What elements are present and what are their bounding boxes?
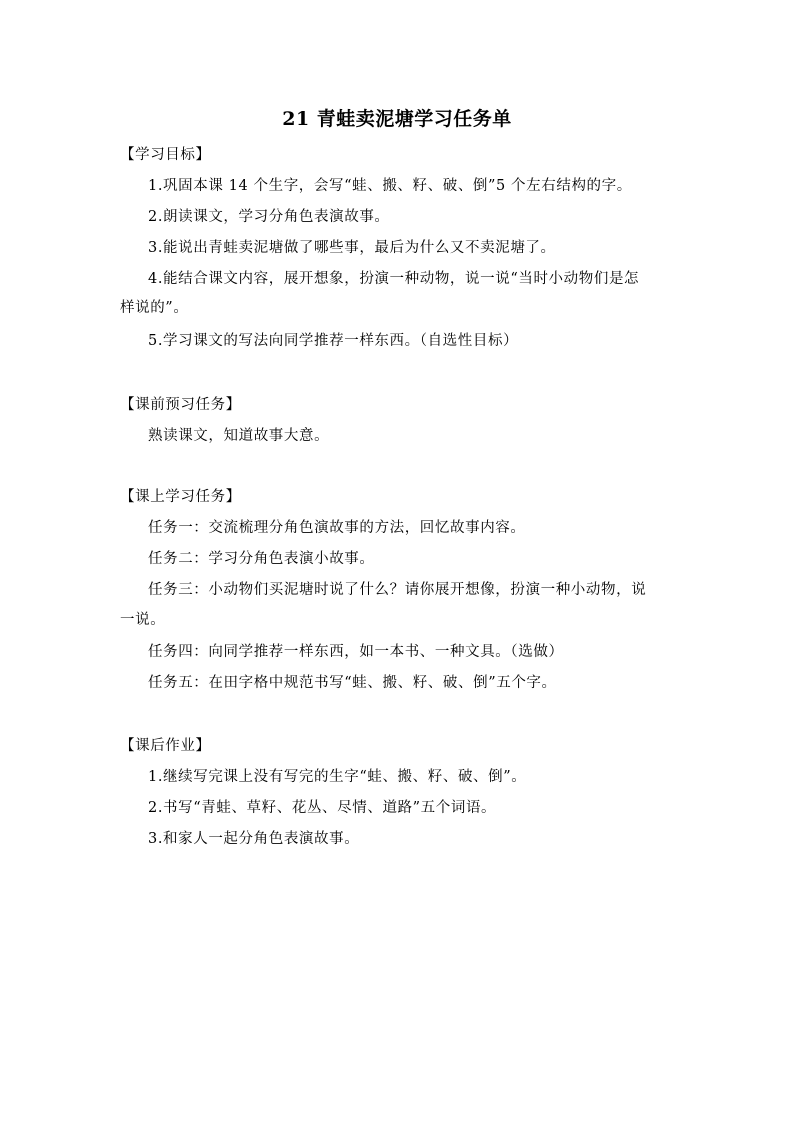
section-heading-preview: 【课前预习任务】 (120, 397, 241, 413)
goal-item-5: 5.学习课文的写法向同学推荐一样东西。（自选性目标） (148, 333, 519, 349)
task-item-1: 任务一：交流梳理分角色演故事的方法，回忆故事内容。 (148, 520, 526, 536)
goal-item-2: 2.朗读课文，学习分角色表演故事。 (148, 209, 390, 225)
task-item-2: 任务二：学习分角色表演小故事。 (148, 551, 375, 567)
goal-item-3: 3.能说出青蛙卖泥塘做了哪些事，最后为什么又不卖泥塘了。 (148, 240, 556, 256)
section-heading-homework: 【课后作业】 (120, 738, 211, 754)
task-item-4: 任务四：向同学推荐一样东西，如一本书、一种文具。（选做） (148, 644, 564, 660)
homework-item-1: 1.继续写完课上没有写完的生字“蛙、搬、籽、破、倒”。 (148, 769, 527, 785)
task-item-3-continued: 一说。 (120, 612, 166, 628)
task-item-5: 任务五：在田字格中规范书写“蛙、搬、籽、破、倒”五个字。 (148, 675, 557, 691)
section-heading-goals: 【学习目标】 (120, 147, 211, 163)
section-heading-inclass: 【课上学习任务】 (120, 489, 241, 505)
goal-item-4-continued: 样说的”。 (120, 300, 189, 316)
homework-item-3: 3.和家人一起分角色表演故事。 (148, 831, 360, 847)
document-title: 21 青蛙卖泥塘学习任务单 (282, 108, 512, 130)
task-item-3: 任务三：小动物们买泥塘时说了什么？请你展开想像，扮演一种小动物，说 (148, 582, 647, 598)
homework-item-2: 2.书写“青蛙、草籽、花丛、尽情、道路”五个词语。 (148, 800, 497, 816)
goal-item-1: 1.巩固本课 14 个生字，会写“蛙、搬、籽、破、倒”5 个左右结构的字。 (148, 178, 632, 194)
goal-item-4: 4.能结合课文内容，展开想象，扮演一种动物，说一说“当时小动物们是怎 (148, 271, 640, 287)
preview-item-1: 熟读课文，知道故事大意。 (148, 428, 330, 444)
